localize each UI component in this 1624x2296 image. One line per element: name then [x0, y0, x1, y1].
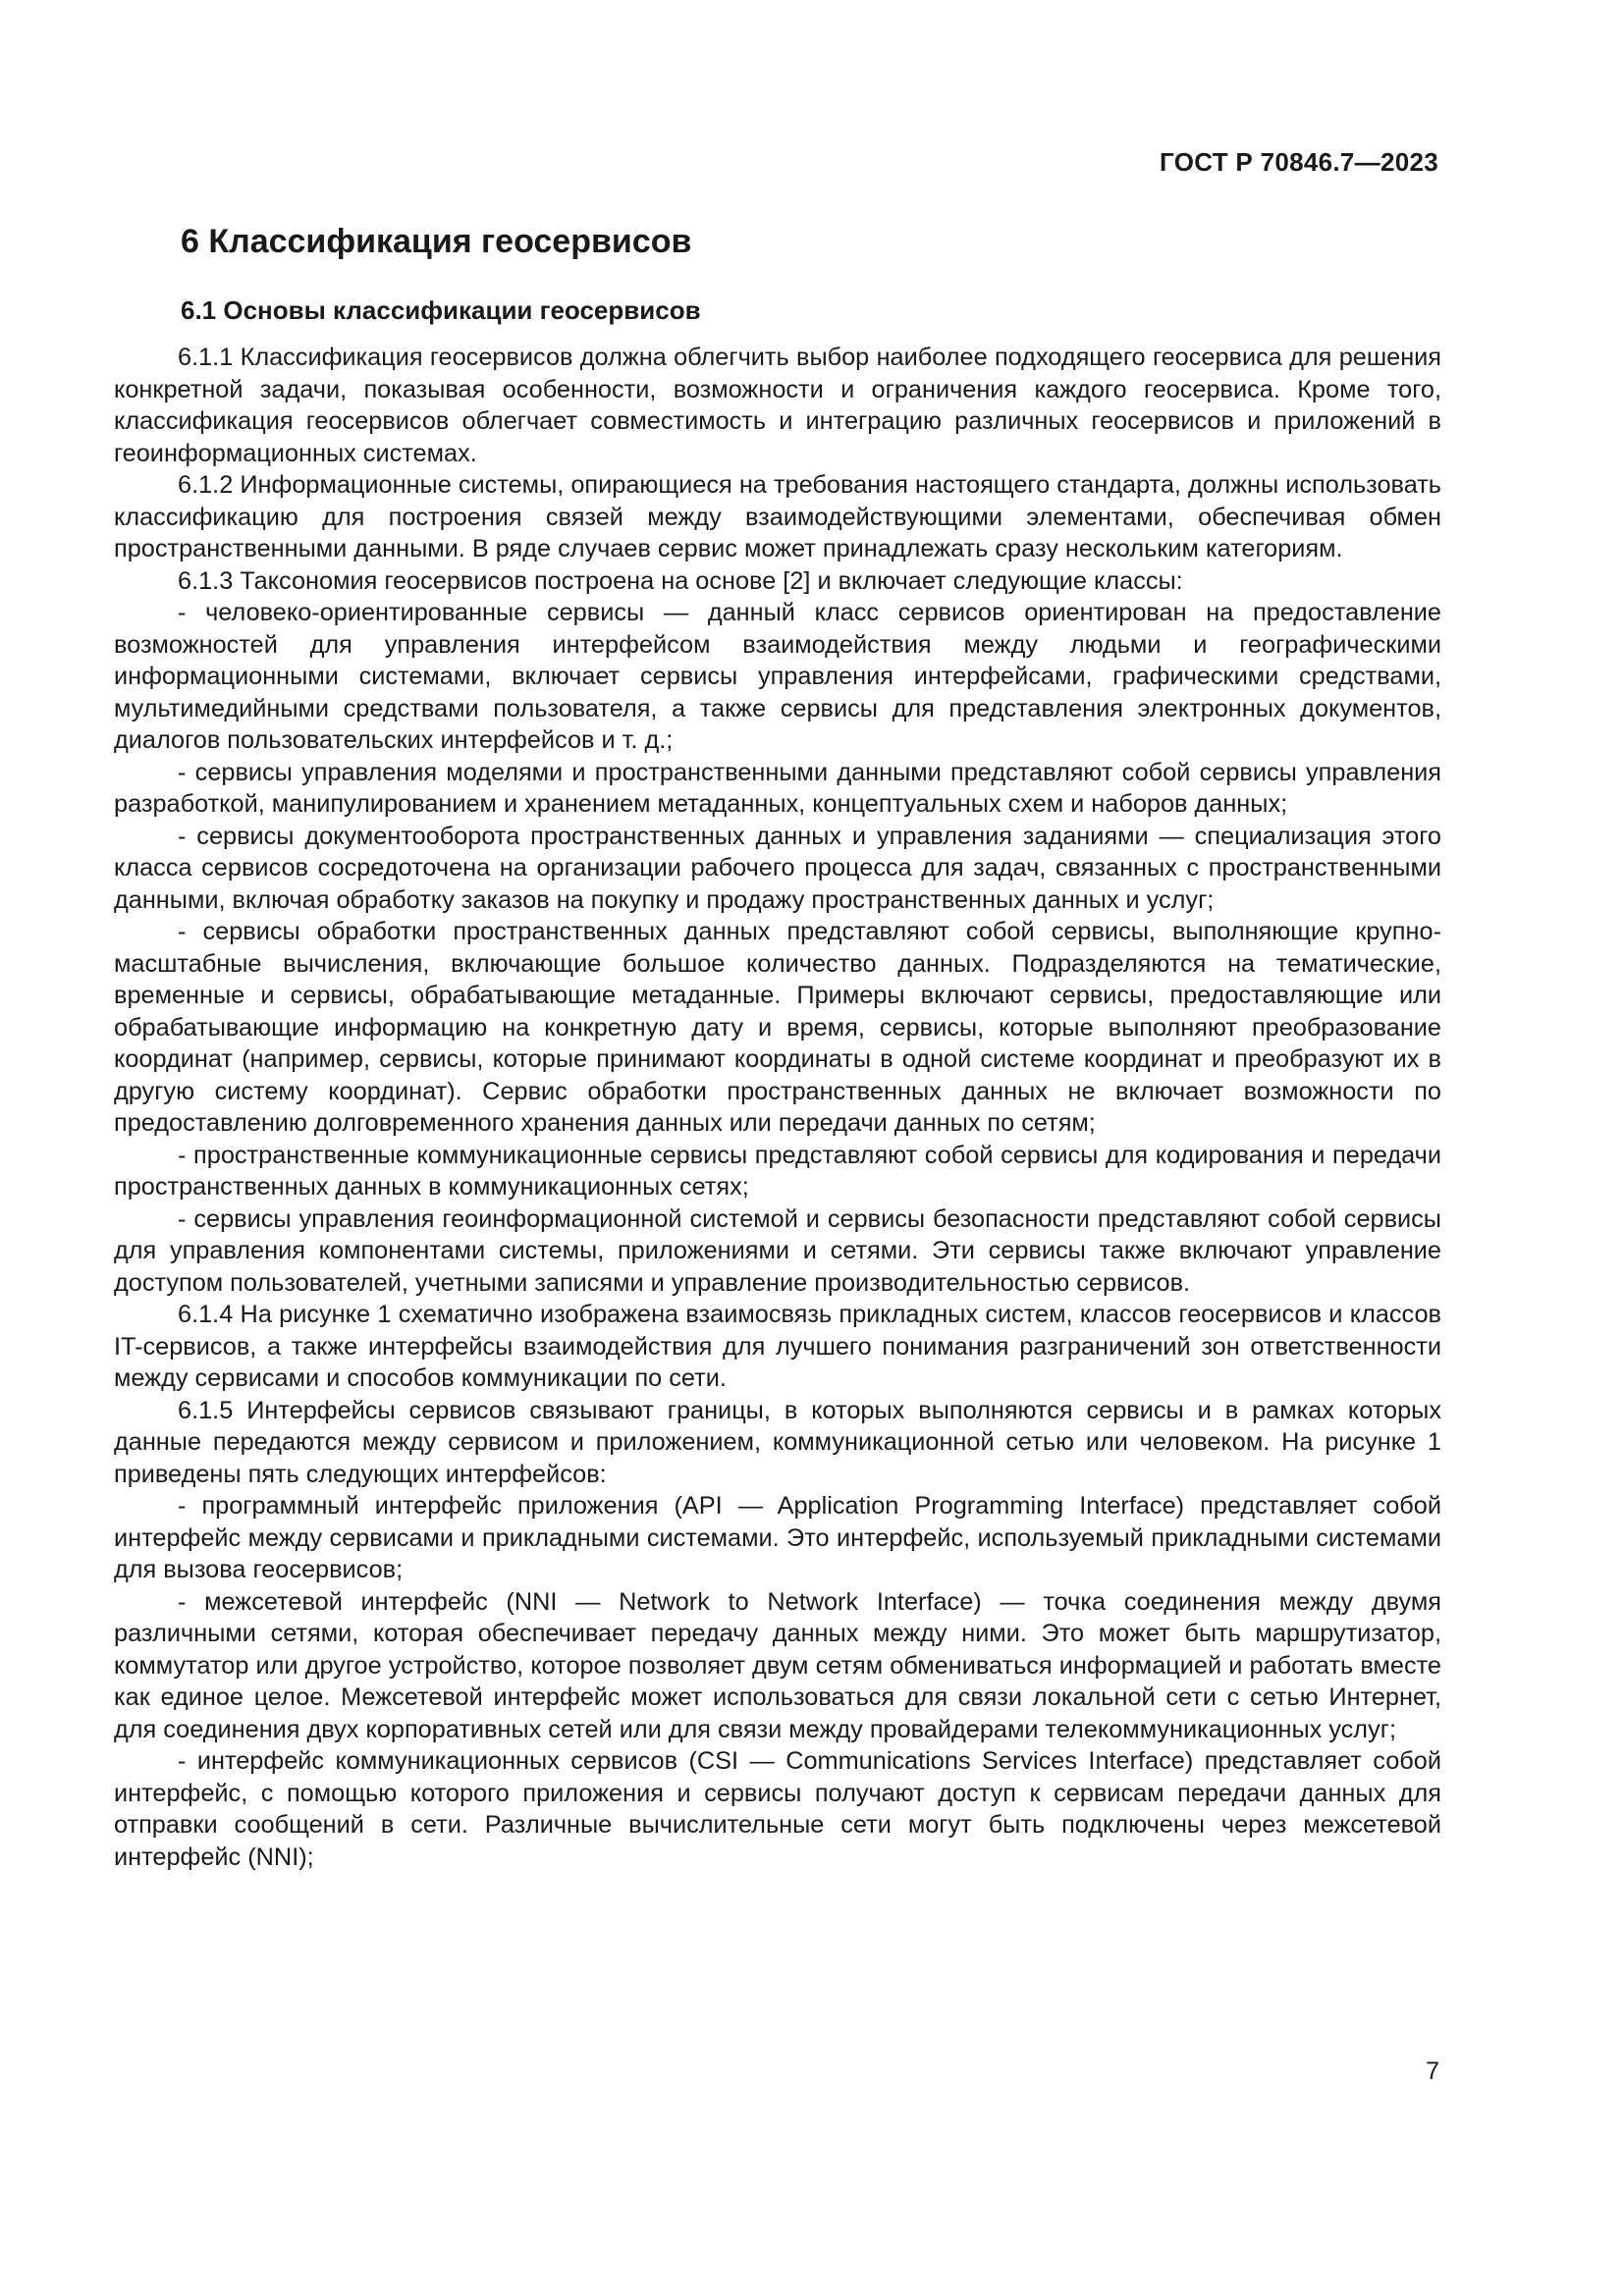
subsection-title: 6.1 Основы классификации геосервисов	[181, 295, 701, 325]
list-item-human-oriented-services: - человеко-ориентированные сервисы — данный класс сервисов ориентирован на предоставление возможностей для управления интерфейсом взаимодействия между людьми и географическими информационными системами, включает сервисы управления интерфейсами, графическими средствами, мультимедийными средствами пользователя, а также сервисы для представления электронных документов, диалогов пользовательских интерфейсов и т. д.;	[114, 599, 1441, 754]
list-item-management-security-services: - сервисы управления геоинформационной системой и сервисы безопасности представляют собой сервисы для управления компонентами системы, приложениями и сетями. Эти сервисы также включают управление доступом пользователей, учетными записями и управление производительностью сервисов.	[114, 1204, 1441, 1297]
list-item-api: - программный интерфейс приложения (API — Application Programming Interface) представляет собой интерфейс между сервисами и прикладными системами. Это интерфейс, используемый прикладными системами для вызова геосервисов;	[114, 1492, 1441, 1583]
paragraph-6-1-4: 6.1.4 На рисунке 1 схематично изображена взаимосвязь прикладных систем, классов геосервисов и классов IT-сервисов, а также интерфейсы взаимодействия для лучшего понимания разграничений зон ответственности между сервисами и способов коммуникации по сети.	[114, 1301, 1441, 1392]
paragraph-6-1-1: 6.1.1 Классификация геосервисов должна облегчить выбор наиболее подходящего геосервиса для решения конкретной задачи, показывая особенности, возможности и ограничения каждого геосервиса. Кроме того, классификация геосервисов облегчает совместимость и интеграцию различных геосервисов и приложений в геоинформационных системах.	[114, 344, 1441, 467]
section-title: 6 Классификация геосервисов	[181, 223, 692, 260]
list-item-csi: - интерфейс коммуникационных сервисов (CSI — Communications Services Interface) представляет собой интерфейс, с помощью которого приложения и сервисы получают доступ к сервисам передачи данных для отправки сообщений в сети. Различные вычислительные сети могут быть подключены через межсетевой интерфейс (NNI);	[114, 1747, 1441, 1871]
list-item-workflow-services: - сервисы документооборота пространственных данных и управления заданиями — специализация этого класса сервисов сосредоточена на организации рабочего процесса для задач, связанных с пространственными данными, включая обработку заказов на покупку и продажу пространственных данных и услуг;	[114, 822, 1441, 914]
paragraph-6-1-3: 6.1.3 Таксономия геосервисов построена на основе [2] и включает следующие классы:	[178, 566, 1183, 595]
page-number: 7	[1426, 2057, 1439, 2085]
list-item-model-management-services: - сервисы управления моделями и пространственными данными представляют собой сервисы управления разработкой, манипулированием и хранением метаданных, концептуальных схем и наборов данных;	[114, 758, 1441, 818]
list-item-nni: - межсетевой интерфейс (NNI — Network to Network Interface) — точка соединения между двумя различными сетями, которая обеспечивает передачу данных между ними. Это может быть маршрутизатор, коммутатор или другое устройство, которое позволяет двум сетям обмениваться информацией и работать вместе как единое целое. Межсетевой интерфейс может использоваться для связи локальной сети с сетью Интернет, для соединения двух корпоративных сетей или для связи между провайдерами телекоммуникационных услуг;	[114, 1587, 1441, 1743]
paragraph-6-1-2: 6.1.2 Информационные системы, опирающиеся на требования настоящего стандарта, должны использовать классификацию для построения связей между взаимодействующими элементами, обеспечивая обмен пространственными данными. В ряде случаев сервис может принадлежать сразу нескольким категориям.	[114, 471, 1441, 562]
page-content	[114, 218, 1441, 1873]
document-code: ГОСТ Р 70846.7—2023	[1160, 147, 1438, 177]
list-item-communication-services: - пространственные коммуникационные сервисы представляют собой сервисы для кодирования и передачи пространственных данных в коммуникационных сетях;	[114, 1141, 1441, 1201]
list-item-processing-services: - сервисы обработки пространственных данных представляют собой сервисы, выполняющие крупномасштабные вычисления, включающие большое количество данных. Подразделяются на тематические, временные и сервисы, обрабатывающие метаданные. Примеры включают сервисы, предоставляющие или обрабатывающие информацию на конкретную дату и время, сервисы, которые выполняют преобразование координат (например, сервисы, которые принимают координаты в одной системе координат и преобразуют их в другую систему координат). Сервис обработки пространственных данных не включает возможности по предоставлению долговременного хранения данных или передачи данных по сетям;	[114, 918, 1441, 1137]
paragraph-6-1-5: 6.1.5 Интерфейсы сервисов связывают границы, в которых выполняются сервисы и в рамках которых данные передаются между сервисом и приложением, коммуникационной сетью или человеком. На рисунке 1 приведены пять следующих интерфейсов:	[114, 1396, 1441, 1488]
